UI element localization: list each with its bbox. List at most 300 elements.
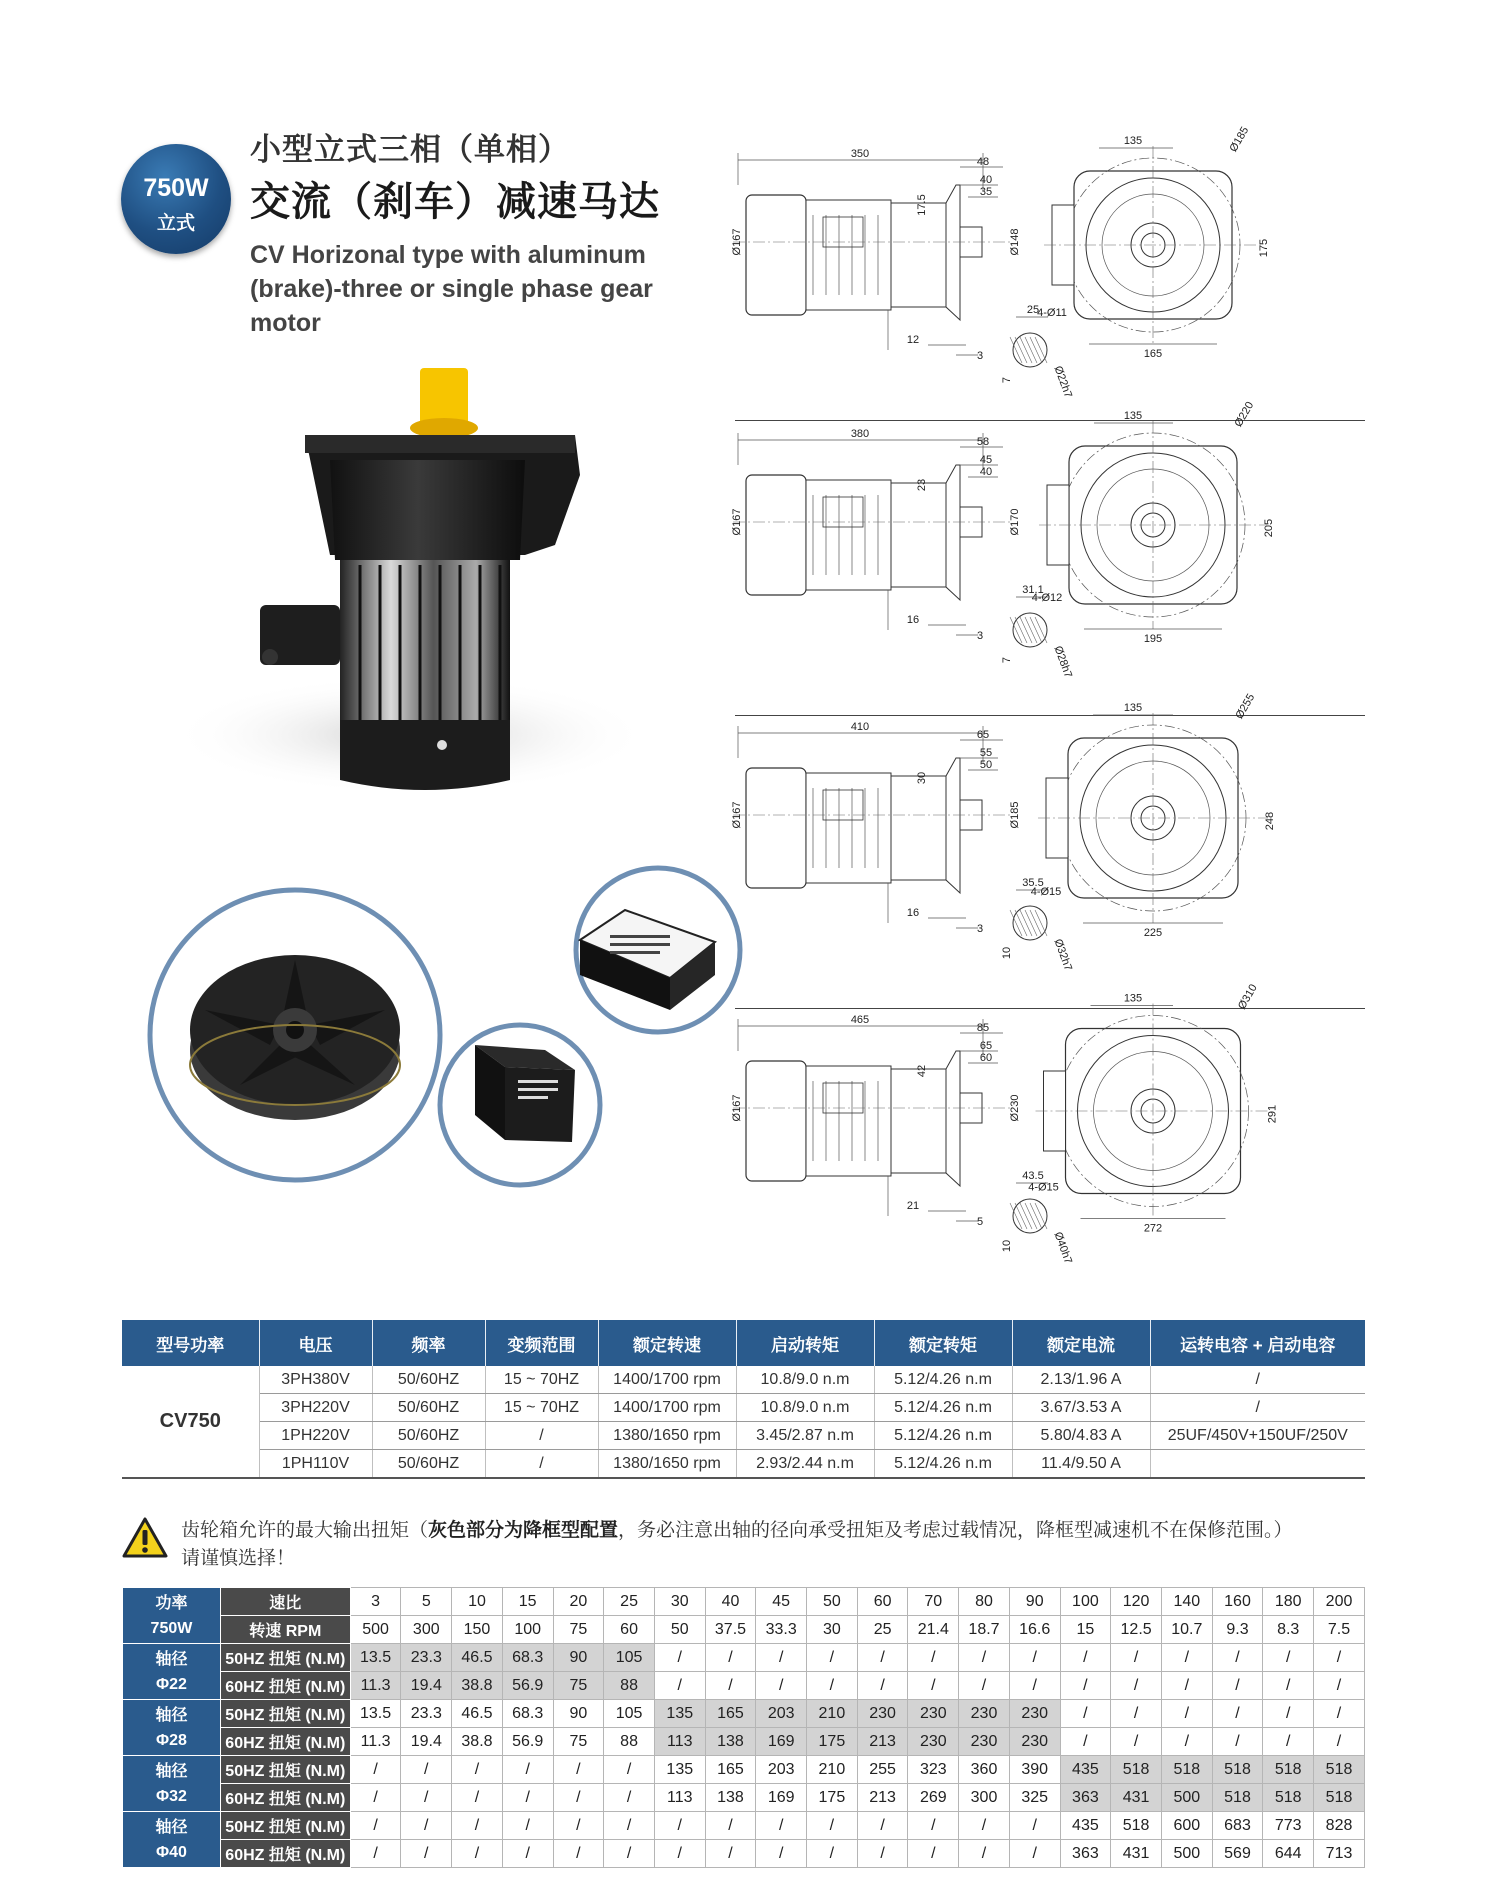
dimension-drawing-1 — [728, 124, 1378, 420]
col-header: 型号功率 — [122, 1320, 259, 1366]
torque-value: 56.9 — [502, 1672, 553, 1700]
torque-value: 23.3 — [401, 1700, 452, 1728]
torque-value: 105 — [604, 1644, 655, 1672]
torque-value: / — [502, 1756, 553, 1784]
torque-value: 518 — [1111, 1756, 1162, 1784]
torque-value: / — [452, 1812, 503, 1840]
warning-text — [181, 1517, 1361, 1573]
title-cn-line2: 交流（刹车）减速马达 — [250, 180, 660, 224]
col-header: 电压 — [259, 1320, 372, 1366]
dimension-label: 350 — [850, 148, 870, 160]
shaft-group-cell — [123, 1700, 221, 1756]
torque-value: / — [401, 1784, 452, 1812]
torque-row-label: 50HZ 扭矩 (N.M) — [220, 1700, 350, 1728]
ratio-value: 80 — [959, 1588, 1010, 1616]
dimension-label: 248 — [1264, 811, 1276, 831]
torque-value: / — [908, 1812, 959, 1840]
torque-value: 213 — [857, 1728, 908, 1756]
rpm-value: 10.7 — [1161, 1616, 1212, 1644]
dimension-label: 10 — [1001, 946, 1013, 960]
shaft-section — [1013, 333, 1047, 367]
dimension-label: 410 — [850, 721, 870, 733]
dimension-label: 3 — [976, 350, 984, 362]
shaft-section — [1013, 613, 1047, 647]
table-row — [122, 1394, 1365, 1422]
table-row — [122, 1366, 1365, 1394]
dimension-label: Ø185 — [1009, 801, 1021, 829]
cell: 1400/1700 rpm — [598, 1366, 736, 1394]
torque-value: 68.3 — [502, 1700, 553, 1728]
flange — [946, 185, 960, 320]
torque-row-label: 50HZ 扭矩 (N.M) — [220, 1756, 350, 1784]
torque-value: / — [452, 1756, 503, 1784]
dimension-label: 50 — [979, 759, 993, 771]
gearbox-body — [891, 483, 946, 587]
col-header: 额定转速 — [598, 1320, 736, 1366]
divider — [735, 715, 1365, 716]
rpm-value: 12.5 — [1111, 1616, 1162, 1644]
cell: 15 ~ 70HZ — [485, 1366, 598, 1394]
dimension-label: Ø148 — [1009, 228, 1021, 256]
dimension-drawing-4 — [728, 982, 1378, 1298]
cell: / — [1150, 1394, 1365, 1422]
cell: 1PH220V — [259, 1422, 372, 1450]
cell: 1380/1650 rpm — [598, 1422, 736, 1450]
ratio-row — [123, 1588, 1365, 1616]
torque-value: 138 — [705, 1728, 756, 1756]
dimension-label: Ø40h7 — [1051, 1230, 1075, 1266]
torque-value: 75 — [553, 1672, 604, 1700]
torque-value: 230 — [1009, 1728, 1060, 1756]
rpm-value: 150 — [452, 1616, 503, 1644]
torque-value: 431 — [1111, 1840, 1162, 1868]
torque-value: 38.8 — [452, 1728, 503, 1756]
dimension-label: Ø230 — [1009, 1094, 1021, 1122]
torque-value: / — [1263, 1728, 1314, 1756]
torque-value: 105 — [604, 1700, 655, 1728]
torque-value: 13.5 — [350, 1700, 401, 1728]
cell: 2.93/2.44 n.m — [736, 1450, 874, 1479]
ratio-value: 20 — [553, 1588, 604, 1616]
torque-row-label: 60HZ 扭矩 (N.M) — [220, 1784, 350, 1812]
dimension-label: 135 — [1123, 702, 1143, 714]
torque-value: / — [452, 1840, 503, 1868]
torque-value: / — [807, 1840, 858, 1868]
cell: 5.12/4.26 n.m — [874, 1422, 1012, 1450]
torque-value: / — [1314, 1728, 1365, 1756]
dimension-label: 380 — [850, 428, 870, 440]
rpm-value: 15 — [1060, 1616, 1111, 1644]
torque-value: 19.4 — [401, 1728, 452, 1756]
torque-value: / — [857, 1840, 908, 1868]
power-value: 750W — [150, 1619, 193, 1637]
rpm-value: 18.7 — [959, 1616, 1010, 1644]
torque-value: 175 — [807, 1728, 858, 1756]
dimension-label: 135 — [1123, 135, 1143, 147]
ratio-value: 25 — [604, 1588, 655, 1616]
warning-part2: ，务必注意出轴的径向承受扭矩及考虑过载情况，降框型减速机不在保修范围。） — [618, 1520, 1293, 1541]
cell: 50/60HZ — [372, 1394, 485, 1422]
cell: 3PH220V — [259, 1394, 372, 1422]
cell — [1150, 1450, 1365, 1479]
torque-value: 135 — [654, 1756, 705, 1784]
ratio-value: 60 — [857, 1588, 908, 1616]
ratio-value: 3 — [350, 1588, 401, 1616]
torque-value: / — [553, 1784, 604, 1812]
torque-value: 500 — [1161, 1840, 1212, 1868]
dimension-label: 65 — [976, 729, 990, 741]
torque-value: / — [553, 1756, 604, 1784]
motor-fan-cover — [746, 475, 806, 595]
cell: 3.67/3.53 A — [1012, 1394, 1150, 1422]
torque-value: 230 — [959, 1728, 1010, 1756]
dimension-label: 40 — [979, 466, 993, 478]
torque-value: / — [350, 1840, 401, 1868]
torque-value: 56.9 — [502, 1728, 553, 1756]
dimension-label: 175 — [1258, 238, 1270, 258]
dimension-label: Ø185 — [1227, 124, 1252, 155]
dimension-label: 7 — [1001, 656, 1013, 664]
torque-value: / — [705, 1644, 756, 1672]
torque-value: 323 — [908, 1756, 959, 1784]
torque-value: 38.8 — [452, 1672, 503, 1700]
torque-table — [122, 1587, 1365, 1868]
torque-row-label: 60HZ 扭矩 (N.M) — [220, 1672, 350, 1700]
torque-value: / — [1060, 1672, 1111, 1700]
torque-value: 113 — [654, 1728, 705, 1756]
torque-value: 23.3 — [401, 1644, 452, 1672]
dimension-label: 85 — [976, 1022, 990, 1034]
shaft-section — [1013, 1199, 1047, 1233]
ratio-label: 速比 — [220, 1588, 350, 1616]
cell: 5.12/4.26 n.m — [874, 1394, 1012, 1422]
power-cell — [123, 1588, 221, 1644]
torque-value: / — [553, 1812, 604, 1840]
dimension-label: 272 — [1143, 1222, 1163, 1235]
col-header: 频率 — [372, 1320, 485, 1366]
ratio-value: 100 — [1060, 1588, 1111, 1616]
rpm-value: 25 — [857, 1616, 908, 1644]
cell: 2.13/1.96 A — [1012, 1366, 1150, 1394]
torque-value: 518 — [1314, 1756, 1365, 1784]
torque-value: 46.5 — [452, 1644, 503, 1672]
dimension-label: Ø310 — [1235, 982, 1260, 1012]
dimension-label: 5 — [976, 1216, 984, 1228]
torque-value: 518 — [1263, 1784, 1314, 1812]
torque-value: / — [705, 1672, 756, 1700]
ratio-value: 30 — [654, 1588, 705, 1616]
torque-value: / — [807, 1672, 858, 1700]
torque-value: / — [705, 1812, 756, 1840]
dimension-label: 4-Ø15 — [1028, 1181, 1059, 1194]
torque-value: 135 — [654, 1700, 705, 1728]
dimension-label: 31.1 — [1022, 584, 1044, 596]
flange — [946, 1051, 960, 1186]
torque-row — [123, 1672, 1365, 1700]
divider — [735, 1008, 1365, 1009]
torque-value: / — [959, 1812, 1010, 1840]
torque-value: / — [604, 1784, 655, 1812]
warning-part1: 齿轮箱允许的最大输出扭矩（ — [181, 1520, 429, 1541]
rpm-value: 8.3 — [1263, 1616, 1314, 1644]
torque-value: / — [756, 1812, 807, 1840]
shaft-diameter: Φ22 — [155, 1675, 187, 1693]
torque-value: / — [1263, 1672, 1314, 1700]
rpm-value: 60 — [604, 1616, 655, 1644]
torque-value: 11.3 — [350, 1672, 401, 1700]
torque-row — [123, 1728, 1365, 1756]
gearbox-body — [891, 203, 946, 307]
torque-value: 518 — [1263, 1756, 1314, 1784]
col-header: 运转电容 + 启动电容 — [1150, 1320, 1365, 1366]
cell: 50/60HZ — [372, 1450, 485, 1479]
torque-value: 169 — [756, 1784, 807, 1812]
torque-value: / — [1161, 1700, 1212, 1728]
dimension-label: 25 — [1026, 304, 1040, 316]
power-badge — [121, 144, 231, 254]
torque-value: 569 — [1212, 1840, 1263, 1868]
ratio-value: 50 — [807, 1588, 858, 1616]
dimension-drawing-3 — [728, 691, 1378, 1005]
ratio-value: 90 — [1009, 1588, 1060, 1616]
dimension-label: 16 — [906, 614, 920, 626]
dimension-label: 465 — [850, 1014, 870, 1026]
warning-bold: 灰色部分为降框型配置 — [428, 1520, 619, 1541]
dimension-label: 58 — [976, 436, 990, 448]
torque-value: / — [857, 1812, 908, 1840]
ratio-value: 40 — [705, 1588, 756, 1616]
rpm-value: 37.5 — [705, 1616, 756, 1644]
shaft-diameter: Φ28 — [155, 1731, 187, 1749]
cell: 5.80/4.83 A — [1012, 1422, 1150, 1450]
spec-table — [122, 1320, 1365, 1479]
cell: 1PH110V — [259, 1450, 372, 1479]
torque-value: 230 — [908, 1700, 959, 1728]
torque-value: 300 — [959, 1784, 1010, 1812]
torque-row — [123, 1812, 1365, 1840]
shaft-label: 轴径 — [155, 1762, 188, 1780]
torque-value: 90 — [553, 1644, 604, 1672]
torque-value: / — [1060, 1728, 1111, 1756]
torque-value: 169 — [756, 1728, 807, 1756]
torque-value: 269 — [908, 1784, 959, 1812]
rpm-value: 75 — [553, 1616, 604, 1644]
torque-value: 230 — [959, 1700, 1010, 1728]
torque-value: / — [959, 1644, 1010, 1672]
torque-value: 90 — [553, 1700, 604, 1728]
dimension-drawing-2 — [728, 399, 1378, 710]
dimension-label: 135 — [1123, 410, 1143, 422]
dimension-label: Ø255 — [1233, 691, 1258, 722]
torque-value: / — [502, 1840, 553, 1868]
warning-line2: 请谨慎选择！ — [181, 1548, 296, 1569]
dimension-label: 40 — [979, 174, 993, 186]
dimension-label: 35.5 — [1022, 877, 1044, 889]
torque-value: / — [908, 1840, 959, 1868]
cell: / — [485, 1422, 598, 1450]
dimension-label: 165 — [1143, 348, 1163, 360]
gearbox-body — [891, 776, 946, 880]
torque-value: / — [959, 1840, 1010, 1868]
torque-value: 138 — [705, 1784, 756, 1812]
torque-value: 19.4 — [401, 1672, 452, 1700]
cell: 3.45/2.87 n.m — [736, 1422, 874, 1450]
dimension-label: Ø32h7 — [1051, 937, 1075, 973]
torque-value: / — [350, 1812, 401, 1840]
ratio-value: 5 — [401, 1588, 452, 1616]
torque-value: / — [857, 1672, 908, 1700]
cell: 5.12/4.26 n.m — [874, 1450, 1012, 1479]
torque-value: 518 — [1212, 1784, 1263, 1812]
torque-row — [123, 1756, 1365, 1784]
torque-value: / — [756, 1672, 807, 1700]
torque-value: / — [1263, 1700, 1314, 1728]
torque-row — [123, 1840, 1365, 1868]
col-header: 额定电流 — [1012, 1320, 1150, 1366]
dimension-label: 43.5 — [1022, 1170, 1044, 1182]
torque-value: / — [452, 1784, 503, 1812]
torque-value: 325 — [1009, 1784, 1060, 1812]
dimension-label: Ø22h7 — [1051, 364, 1075, 400]
torque-value: 435 — [1060, 1812, 1111, 1840]
torque-value: 360 — [959, 1756, 1010, 1784]
torque-value: 88 — [604, 1672, 655, 1700]
cell: 10.8/9.0 n.m — [736, 1366, 874, 1394]
torque-value: 518 — [1212, 1756, 1263, 1784]
dimension-label: 55 — [979, 747, 993, 759]
torque-value: / — [1009, 1812, 1060, 1840]
torque-value: / — [350, 1756, 401, 1784]
torque-value: 213 — [857, 1784, 908, 1812]
torque-value: / — [1060, 1644, 1111, 1672]
dimension-label: 225 — [1143, 927, 1163, 939]
dimension-label: 205 — [1263, 518, 1275, 538]
shaft-group-cell — [123, 1756, 221, 1812]
dimension-label: 60 — [979, 1052, 993, 1064]
ratio-value: 140 — [1161, 1588, 1212, 1616]
torque-value: / — [1009, 1840, 1060, 1868]
torque-row-label: 60HZ 扭矩 (N.M) — [220, 1840, 350, 1868]
dimension-label: 16 — [906, 907, 920, 919]
torque-value: / — [401, 1812, 452, 1840]
torque-value: 46.5 — [452, 1700, 503, 1728]
dimension-label: 17.5 — [916, 194, 928, 216]
torque-value: / — [807, 1644, 858, 1672]
torque-value: / — [604, 1756, 655, 1784]
ratio-value: 10 — [452, 1588, 503, 1616]
dimension-label: Ø167 — [731, 1094, 743, 1122]
rpm-value: 7.5 — [1314, 1616, 1365, 1644]
cell: 5.12/4.26 n.m — [874, 1366, 1012, 1394]
torque-value: / — [401, 1840, 452, 1868]
rpm-value: 33.3 — [756, 1616, 807, 1644]
cell: 25UF/450V+150UF/250V — [1150, 1422, 1365, 1450]
cell: 50/60HZ — [372, 1366, 485, 1394]
dimension-label: 4-Ø12 — [1031, 592, 1063, 604]
torque-value: 203 — [756, 1756, 807, 1784]
rpm-label: 转速 RPM — [220, 1616, 350, 1644]
shaft-section — [1013, 906, 1047, 940]
dimension-label: Ø28h7 — [1051, 644, 1075, 680]
torque-value: / — [1009, 1672, 1060, 1700]
torque-value: / — [857, 1644, 908, 1672]
dimension-label: Ø167 — [731, 508, 743, 536]
col-header: 额定转矩 — [874, 1320, 1012, 1366]
power-label: 功率 — [155, 1594, 188, 1612]
torque-row-label: 60HZ 扭矩 (N.M) — [220, 1728, 350, 1756]
dimension-label: 45 — [979, 454, 993, 466]
motor-fan-cover — [746, 1061, 806, 1181]
divider — [735, 420, 1365, 421]
dimension-label: Ø170 — [1009, 508, 1021, 536]
ratio-value: 200 — [1314, 1588, 1365, 1616]
torque-value: / — [756, 1644, 807, 1672]
torque-value: / — [502, 1812, 553, 1840]
shaft-diameter: Φ32 — [155, 1787, 187, 1805]
dimension-label: 3 — [976, 923, 984, 935]
torque-value: 773 — [1263, 1812, 1314, 1840]
torque-value: 363 — [1060, 1840, 1111, 1868]
dimension-label: 12 — [906, 334, 920, 346]
torque-value: 68.3 — [502, 1644, 553, 1672]
rpm-value: 300 — [401, 1616, 452, 1644]
torque-value: / — [654, 1672, 705, 1700]
torque-value: / — [1212, 1644, 1263, 1672]
gearbox-body — [891, 1069, 946, 1173]
torque-value: / — [908, 1644, 959, 1672]
motor-photo — [180, 360, 650, 800]
dimension-label: 10 — [1001, 1239, 1013, 1253]
table-row — [122, 1450, 1365, 1479]
torque-value: / — [1263, 1644, 1314, 1672]
dimension-label: 135 — [1123, 992, 1143, 1005]
dimension-label: 4-Ø15 — [1030, 886, 1062, 898]
torque-value: / — [502, 1784, 553, 1812]
torque-value: / — [705, 1840, 756, 1868]
torque-value: 165 — [705, 1756, 756, 1784]
torque-value: / — [1161, 1728, 1212, 1756]
rpm-value: 16.6 — [1009, 1616, 1060, 1644]
torque-value: / — [654, 1840, 705, 1868]
dimension-label: Ø167 — [731, 228, 743, 256]
dimension-label: 35 — [979, 186, 993, 198]
shaft-label: 轴径 — [155, 1650, 188, 1668]
shaft-label: 轴径 — [155, 1706, 188, 1724]
torque-value: 518 — [1111, 1812, 1162, 1840]
torque-value: 75 — [553, 1728, 604, 1756]
torque-value: / — [1161, 1672, 1212, 1700]
shaft-label: 轴径 — [155, 1818, 188, 1836]
torque-value: / — [1314, 1644, 1365, 1672]
dimension-label: 21 — [906, 1200, 920, 1212]
shaft-diameter: Φ40 — [155, 1843, 187, 1861]
torque-row — [123, 1700, 1365, 1728]
torque-value: 230 — [908, 1728, 959, 1756]
torque-row — [123, 1784, 1365, 1812]
torque-value: / — [1111, 1672, 1162, 1700]
badge-power: 750W — [143, 174, 209, 202]
dimension-label: 48 — [976, 156, 990, 168]
warning-icon — [122, 1517, 168, 1559]
ratio-value: 160 — [1212, 1588, 1263, 1616]
cell: 11.4/9.50 A — [1012, 1450, 1150, 1479]
flange — [946, 758, 960, 893]
ratio-value: 45 — [756, 1588, 807, 1616]
ratio-value: 180 — [1263, 1588, 1314, 1616]
dimension-label: 7 — [1001, 376, 1013, 384]
shaft-group-cell — [123, 1812, 221, 1868]
torque-value: 713 — [1314, 1840, 1365, 1868]
